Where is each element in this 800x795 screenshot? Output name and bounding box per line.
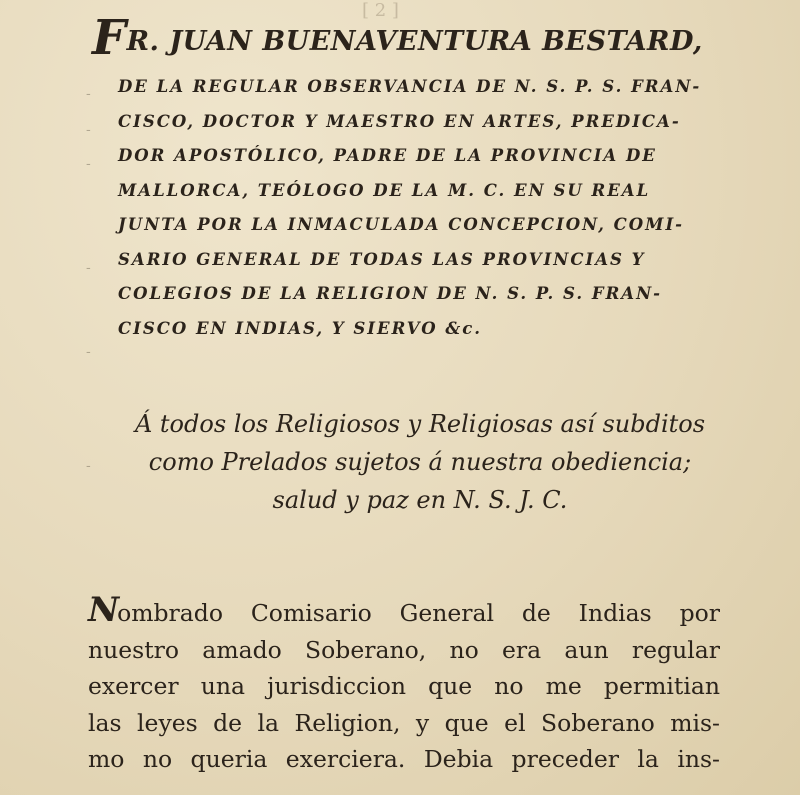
- margin-mark: -: [86, 156, 91, 172]
- heading-line: CISCO, DOCTOR Y MAESTRO EN ARTES, PREDICA-: [118, 111, 681, 131]
- margin-mark: -: [86, 122, 91, 138]
- body-line: [88, 592, 720, 632]
- body-paragraph: [88, 592, 728, 778]
- body-line: las leyes de la Religion, y que el Soberano mis-: [88, 708, 720, 737]
- heading-line: CISCO EN INDIAS, Y SIERVO &c.: [118, 318, 483, 338]
- heading-line: DOR APOSTÓLICO, PADRE DE LA PROVINCIA DE: [118, 146, 657, 165]
- heading-line: JUNTA POR LA INMACULADA CONCEPCION, COMI-: [118, 215, 685, 234]
- margin-mark: -: [86, 458, 91, 474]
- author-title: [92, 10, 732, 70]
- heading-line: COLEGIOS DE LA RELIGION DE N. S. P. S. FRAN-: [118, 284, 663, 303]
- salutation-line: como Prelados sujetos á nuestra obediencia;: [148, 448, 692, 476]
- body-line: mo no queria exerciera. Debia preceder la ins-: [88, 745, 720, 773]
- title-rest: R. JUAN BUENAVENTURA BESTARD,: [126, 26, 703, 57]
- author-heading: [92, 10, 732, 346]
- heading-line: DE LA REGULAR OBSERVANCIA DE N. S. P. S. FRAN-: [118, 77, 702, 96]
- margin-mark: -: [86, 86, 91, 102]
- salutation: [110, 405, 730, 519]
- body-line: nuestro amado Soberano, no era aun regular: [88, 635, 720, 664]
- margin-mark: -: [86, 344, 91, 360]
- salutation-line: Á todos los Religiosos y Religiosas así subditos: [134, 410, 706, 438]
- body-line: exercer una jurisdiccion que no me permitian: [88, 672, 720, 700]
- salutation-line: salud y paz en N. S. J. C.: [272, 486, 568, 514]
- heading-line: SARIO GENERAL DE TODAS LAS PROVINCIAS Y: [118, 249, 646, 269]
- bleed-through-signature-mark: [ 2 ]: [362, 0, 399, 21]
- heading-line: MALLORCA, TEÓLOGO DE LA M. C. EN SU REAL: [118, 180, 651, 200]
- first-line-rest: ombrado Comisario General de Indias por: [117, 599, 720, 627]
- title-initial: F: [92, 10, 127, 66]
- margin-mark: -: [86, 260, 91, 276]
- drop-cap: N: [88, 590, 118, 630]
